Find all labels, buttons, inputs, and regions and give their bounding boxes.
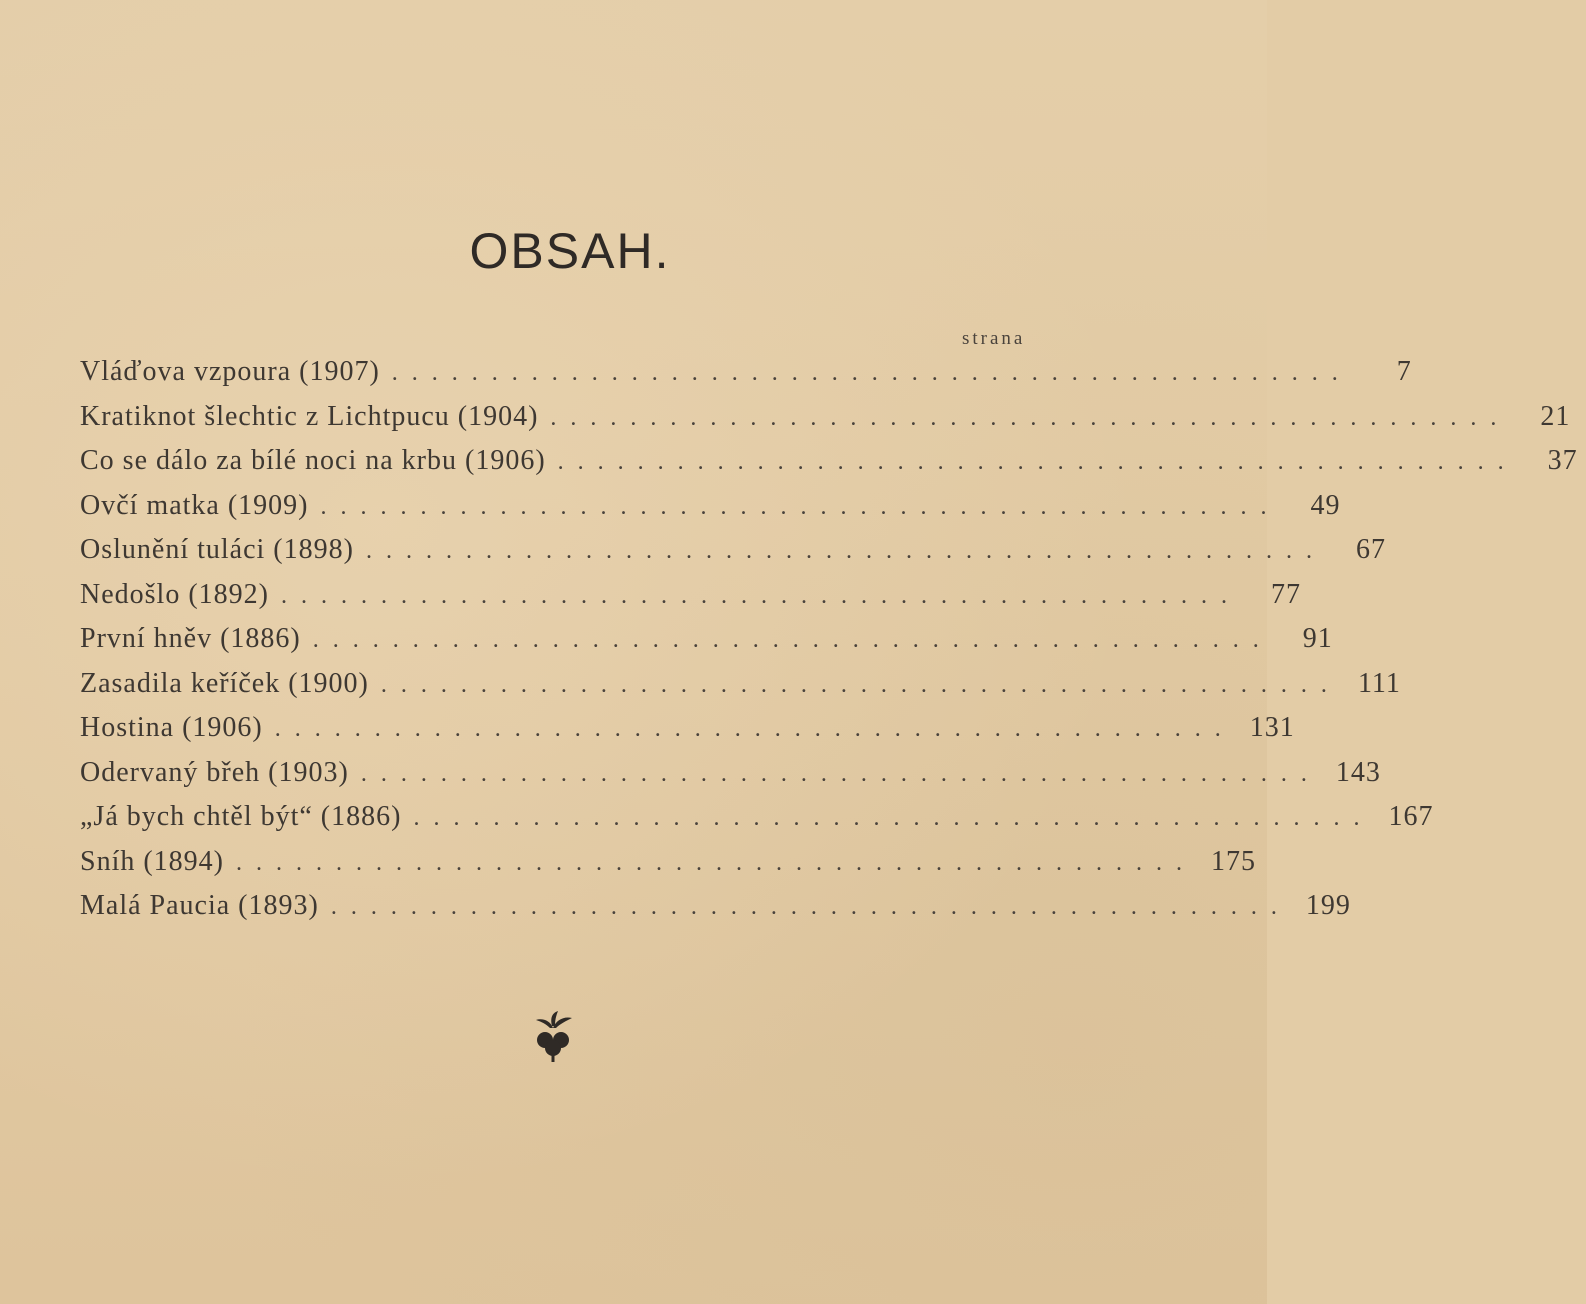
toc-entry-title: Oslunění tuláci (1898) xyxy=(80,534,354,565)
toc-entry xyxy=(80,617,1333,662)
toc-entry-title: „Já bych chtěl být“ (1886) xyxy=(80,801,402,832)
toc-entry-page: 49 xyxy=(1310,489,1341,521)
dot-leader: ................................................ xyxy=(360,760,1321,787)
toc-entry-title: Ovčí matka (1909) xyxy=(80,489,309,521)
dot-leader: ................................................ xyxy=(557,449,1518,475)
toc-entry-page: 67 xyxy=(1355,534,1386,565)
toc-entry-page: 7 xyxy=(1396,356,1412,387)
toc-entry xyxy=(80,840,1256,885)
toc-entry-title: Hostina (1906) xyxy=(80,712,263,743)
toc-entry-page: 111 xyxy=(1357,667,1401,699)
fleuron-icon xyxy=(528,1008,578,1064)
toc-entry-title: Kratiknot šlechtic z Lichtpucu (1904) xyxy=(80,400,539,432)
toc-entry-page: 77 xyxy=(1270,578,1301,610)
toc-entry xyxy=(80,350,1412,395)
dot-leader: ................................................ xyxy=(280,582,1241,609)
toc-entry-title: Zasadila keříček (1900) xyxy=(80,667,369,699)
toc-entry-page: 143 xyxy=(1335,756,1381,788)
dot-leader: ................................................ xyxy=(320,493,1281,520)
dot-leader: ................................................ xyxy=(365,538,1326,564)
toc-entry xyxy=(80,395,1571,440)
toc-entry-page: 167 xyxy=(1388,801,1434,832)
toc-entry-page: 37 xyxy=(1547,445,1578,476)
toc-entry-title: Odervaný břeh (1903) xyxy=(80,756,349,788)
toc-entry-page: 199 xyxy=(1305,890,1351,921)
toc-entry-title: Nedošlo (1892) xyxy=(80,578,269,610)
toc-entry-title: Sníh (1894) xyxy=(80,845,224,877)
dot-leader: ................................................ xyxy=(550,404,1511,431)
toc-entry xyxy=(80,662,1401,707)
toc-entry-page: 175 xyxy=(1211,845,1256,877)
toc-entry xyxy=(80,528,1386,573)
toc-entry xyxy=(80,484,1341,529)
dot-leader: ................................................ xyxy=(274,716,1235,742)
toc-entry-title: Malá Paucia (1893) xyxy=(80,890,319,921)
toc-entry xyxy=(80,795,1434,840)
dot-leader: ................................................ xyxy=(380,671,1341,698)
toc-entry-page: 21 xyxy=(1540,400,1571,432)
page-column-label: strana xyxy=(962,328,1026,349)
toc-entry xyxy=(80,573,1301,618)
dot-leader: ................................................ xyxy=(391,360,1352,386)
dot-leader: ................................................ xyxy=(312,627,1273,653)
toc-entry xyxy=(80,884,1351,929)
toc-entry-title: Co se dálo za bílé noci na krbu (1906) xyxy=(80,445,546,476)
dot-leader: ................................................ xyxy=(413,805,1374,831)
dot-leader: ................................................ xyxy=(330,894,1291,920)
toc-entry-title: Vláďova vzpoura (1907) xyxy=(80,356,380,387)
toc-entry-title: První hněv (1886) xyxy=(80,623,301,654)
toc-entry xyxy=(80,439,1578,484)
table-of-contents xyxy=(80,350,1578,929)
toc-entry-page: 91 xyxy=(1302,623,1333,654)
toc-entry xyxy=(80,706,1295,751)
page-title: OBSAH. xyxy=(469,223,671,279)
toc-entry-page: 131 xyxy=(1249,712,1295,743)
toc-entry xyxy=(80,751,1381,796)
dot-leader: ................................................ xyxy=(236,849,1196,876)
